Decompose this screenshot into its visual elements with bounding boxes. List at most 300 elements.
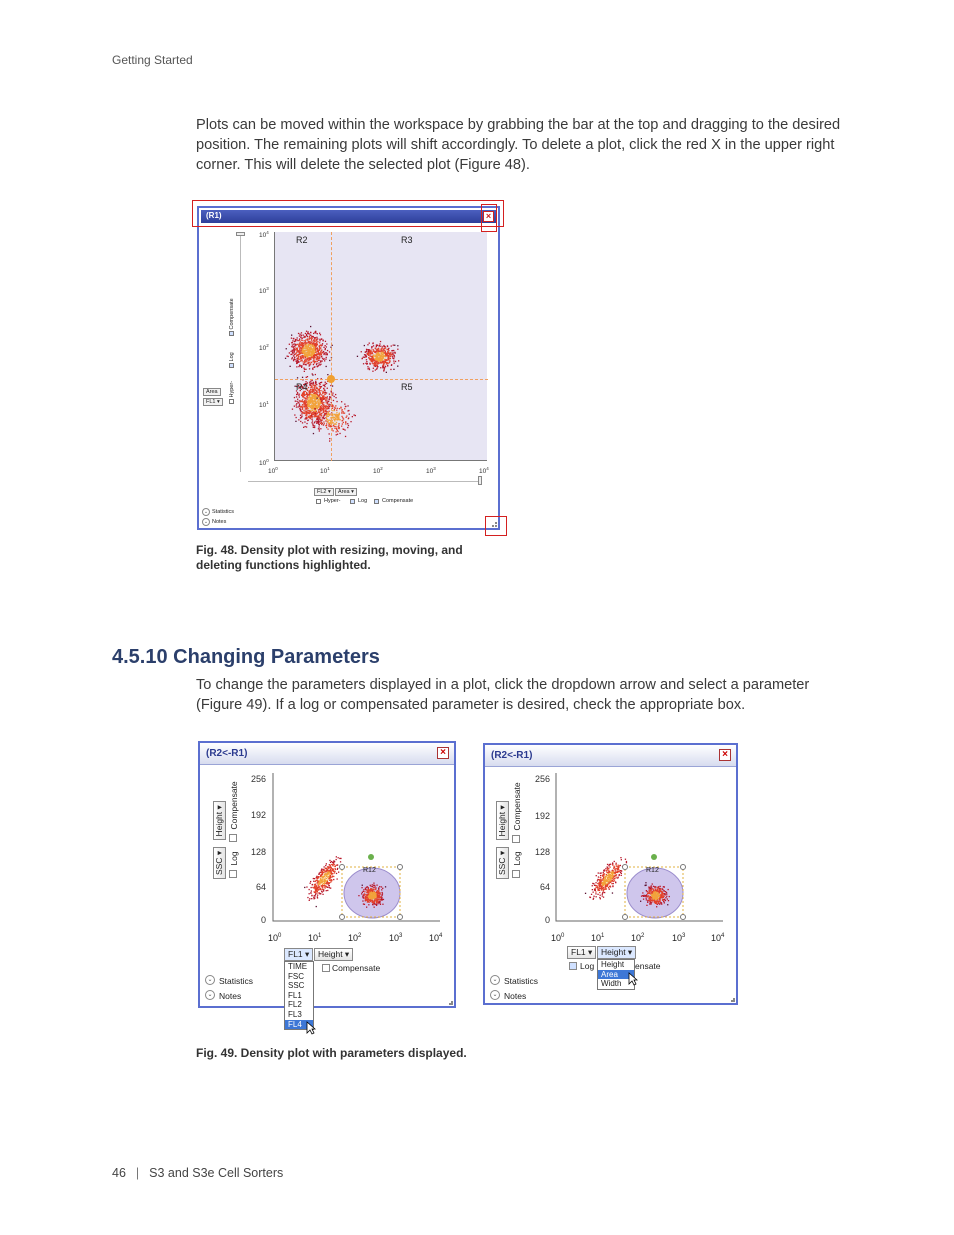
density-point bbox=[600, 875, 601, 876]
menu-item-selected[interactable]: FL4 bbox=[285, 1020, 313, 1030]
density-point bbox=[655, 891, 656, 892]
density-point bbox=[321, 401, 322, 402]
y-param-dropdown[interactable]: SSC ▾ bbox=[496, 847, 509, 879]
density-point bbox=[319, 424, 320, 425]
density-point bbox=[392, 356, 393, 357]
density-point bbox=[297, 392, 298, 393]
density-point bbox=[335, 397, 336, 398]
density-point bbox=[377, 359, 378, 360]
density-point bbox=[307, 359, 308, 360]
density-point bbox=[382, 888, 383, 889]
density-point bbox=[612, 862, 613, 863]
density-point bbox=[611, 873, 612, 874]
density-point bbox=[652, 883, 653, 884]
density-point bbox=[323, 351, 324, 352]
x-param-dropdown[interactable]: FL1 ▾ bbox=[284, 948, 313, 961]
menu-item-selected[interactable]: Area bbox=[598, 970, 634, 980]
statistics-label[interactable]: Statistics bbox=[219, 976, 254, 986]
density-point bbox=[600, 873, 601, 874]
y-log-checkbox[interactable] bbox=[512, 870, 520, 878]
density-point bbox=[370, 350, 371, 351]
density-point bbox=[326, 406, 327, 407]
density-point bbox=[306, 335, 307, 336]
density-point bbox=[377, 361, 378, 362]
density-point bbox=[374, 903, 375, 904]
density-point bbox=[310, 326, 311, 327]
density-point bbox=[324, 418, 325, 419]
density-point bbox=[309, 402, 310, 403]
density-point bbox=[306, 393, 307, 394]
density-point bbox=[327, 414, 328, 415]
density-point bbox=[650, 902, 651, 903]
density-point bbox=[374, 885, 375, 886]
density-point bbox=[371, 347, 372, 348]
density-point bbox=[330, 882, 331, 883]
density-point bbox=[657, 891, 658, 892]
density-point bbox=[319, 405, 320, 406]
density-point bbox=[294, 343, 295, 344]
plot-title-bar[interactable] bbox=[200, 743, 454, 765]
y-param-dropdown[interactable]: SSC ▾ bbox=[213, 847, 226, 879]
density-point bbox=[310, 359, 311, 360]
y-compensate-checkbox[interactable] bbox=[229, 834, 237, 842]
density-point bbox=[286, 348, 287, 349]
density-point bbox=[326, 427, 327, 428]
density-point bbox=[324, 880, 325, 881]
density-point bbox=[301, 416, 302, 417]
density-point bbox=[342, 420, 343, 421]
density-point bbox=[383, 356, 384, 357]
density-point bbox=[369, 900, 370, 901]
density-point bbox=[322, 417, 323, 418]
density-point bbox=[311, 419, 312, 420]
density-point bbox=[296, 396, 297, 397]
hyper-checkbox[interactable] bbox=[229, 399, 234, 404]
density-point bbox=[319, 429, 320, 430]
close-icon[interactable]: × bbox=[483, 211, 494, 222]
density-point bbox=[302, 407, 303, 408]
density-point bbox=[313, 336, 314, 337]
density-point bbox=[320, 334, 321, 335]
density-point bbox=[338, 426, 339, 427]
density-point bbox=[377, 897, 378, 898]
density-point bbox=[373, 342, 374, 343]
density-point bbox=[299, 345, 300, 346]
menu-item[interactable]: TIME bbox=[288, 962, 308, 971]
density-point bbox=[313, 340, 314, 341]
y-axis-slider-track[interactable] bbox=[240, 236, 241, 472]
density-point bbox=[372, 353, 373, 354]
density-point bbox=[347, 405, 348, 406]
notes-toggle-icon[interactable]: ⌄ bbox=[490, 990, 500, 1000]
density-point bbox=[339, 408, 340, 409]
density-point bbox=[385, 362, 386, 363]
density-point bbox=[308, 387, 309, 388]
density-point bbox=[605, 880, 606, 881]
density-point bbox=[382, 358, 383, 359]
density-point bbox=[593, 896, 594, 897]
density-point bbox=[315, 352, 316, 353]
density-scatter[interactable] bbox=[272, 773, 442, 923]
y-area-dropdown[interactable]: Area bbox=[203, 388, 221, 396]
density-point bbox=[377, 890, 378, 891]
density-point bbox=[315, 893, 316, 894]
density-point bbox=[294, 357, 295, 358]
density-point bbox=[329, 885, 330, 886]
density-point bbox=[310, 412, 311, 413]
y-log-checkbox[interactable] bbox=[229, 870, 237, 878]
figure-48-caption: Fig. 48. Density plot with resizing, moving, and deleting functions highlighted. bbox=[196, 543, 463, 572]
density-point bbox=[309, 898, 310, 899]
density-point bbox=[666, 894, 667, 895]
density-point bbox=[320, 413, 321, 414]
plot-title-bar[interactable] bbox=[485, 745, 736, 767]
x-compensate-checkbox[interactable] bbox=[374, 499, 379, 504]
density-point bbox=[315, 888, 316, 889]
density-point bbox=[325, 382, 326, 383]
density-point bbox=[323, 402, 324, 403]
x-type-dropdown[interactable]: Height ▾ bbox=[314, 948, 353, 961]
density-point bbox=[607, 884, 608, 885]
y-compensate-checkbox[interactable] bbox=[512, 835, 520, 843]
menu-item[interactable]: SSC bbox=[288, 981, 305, 991]
density-point bbox=[309, 413, 310, 414]
density-point bbox=[380, 350, 381, 351]
close-icon[interactable]: × bbox=[719, 749, 731, 761]
density-point bbox=[327, 402, 328, 403]
density-point bbox=[317, 419, 318, 420]
resize-grip-icon[interactable] bbox=[449, 1001, 453, 1005]
density-point bbox=[312, 387, 313, 388]
y-axis-slider-handle[interactable] bbox=[236, 232, 245, 236]
density-point bbox=[294, 359, 295, 360]
density-point bbox=[619, 874, 620, 875]
density-point bbox=[651, 887, 652, 888]
cursor-arrow-icon bbox=[306, 1021, 316, 1035]
density-point bbox=[337, 431, 338, 432]
density-point bbox=[347, 427, 348, 428]
density-point bbox=[668, 889, 669, 890]
density-point bbox=[607, 879, 608, 880]
density-point bbox=[345, 406, 346, 407]
density-point bbox=[596, 885, 597, 886]
density-point bbox=[327, 408, 328, 409]
density-point bbox=[613, 873, 614, 874]
density-point bbox=[378, 360, 379, 361]
density-point bbox=[595, 890, 596, 891]
density-point bbox=[610, 886, 611, 887]
density-point bbox=[315, 890, 316, 891]
density-point bbox=[335, 426, 336, 427]
density-point bbox=[314, 392, 315, 393]
density-point bbox=[312, 373, 313, 374]
density-point bbox=[306, 406, 307, 407]
y-log-label: Log bbox=[229, 851, 239, 866]
density-point bbox=[316, 390, 317, 391]
density-point bbox=[661, 895, 662, 896]
density-point bbox=[665, 897, 666, 898]
density-point bbox=[305, 407, 306, 408]
density-point bbox=[591, 894, 592, 895]
menu-item[interactable]: Width bbox=[601, 979, 622, 989]
density-point bbox=[337, 414, 338, 415]
density-point bbox=[310, 881, 311, 882]
density-point bbox=[326, 416, 327, 417]
density-point bbox=[309, 364, 310, 365]
x-param-dropdown[interactable]: FL2 ▾ bbox=[314, 488, 334, 496]
close-icon[interactable]: × bbox=[437, 747, 449, 759]
density-point bbox=[318, 362, 319, 363]
density-point bbox=[305, 411, 306, 412]
density-point bbox=[314, 367, 315, 368]
density-point bbox=[332, 865, 333, 866]
density-point bbox=[324, 885, 325, 886]
density-point bbox=[375, 351, 376, 352]
density-point bbox=[302, 355, 303, 356]
density-point bbox=[649, 887, 650, 888]
density-point bbox=[646, 899, 647, 900]
density-point bbox=[657, 893, 658, 894]
density-point bbox=[312, 357, 313, 358]
density-point bbox=[375, 369, 376, 370]
density-point bbox=[325, 345, 326, 346]
x-axis-slider-track[interactable] bbox=[248, 481, 480, 482]
density-point bbox=[603, 877, 604, 878]
statistics-toggle-icon[interactable]: ⌄ bbox=[205, 975, 215, 985]
parameter-dropdown-menu[interactable] bbox=[284, 961, 314, 1030]
density-point bbox=[323, 399, 324, 400]
density-point bbox=[308, 404, 309, 405]
x-compensate-checkbox[interactable] bbox=[322, 964, 330, 972]
density-point bbox=[309, 893, 310, 894]
density-point bbox=[332, 385, 333, 386]
density-point bbox=[388, 348, 389, 349]
density-point bbox=[379, 345, 380, 346]
density-point bbox=[372, 355, 373, 356]
density-point bbox=[659, 899, 660, 900]
x-type-dropdown[interactable]: Height ▾ bbox=[597, 946, 636, 959]
density-point bbox=[290, 366, 291, 367]
density-point bbox=[311, 890, 312, 891]
density-point bbox=[314, 886, 315, 887]
x-hyper-checkbox[interactable] bbox=[316, 499, 321, 504]
density-point bbox=[296, 406, 297, 407]
running-head: Getting Started bbox=[112, 53, 193, 67]
density-point bbox=[325, 871, 326, 872]
density-point bbox=[651, 894, 652, 895]
density-point bbox=[293, 359, 294, 360]
log-checkbox[interactable] bbox=[229, 363, 234, 368]
density-point bbox=[316, 401, 317, 402]
density-point bbox=[296, 361, 297, 362]
density-point bbox=[296, 403, 297, 404]
density-point bbox=[657, 887, 658, 888]
density-point bbox=[369, 359, 370, 360]
gate-handle[interactable] bbox=[327, 375, 335, 383]
density-point bbox=[296, 353, 297, 354]
density-point bbox=[652, 891, 653, 892]
x-axis-slider-handle[interactable] bbox=[478, 476, 482, 485]
density-point bbox=[599, 888, 600, 889]
density-point bbox=[652, 898, 653, 899]
density-point bbox=[307, 351, 308, 352]
density-point bbox=[304, 405, 305, 406]
density-point bbox=[340, 861, 341, 862]
density-point bbox=[370, 364, 371, 365]
density-point bbox=[366, 890, 367, 891]
density-point bbox=[652, 892, 653, 893]
density-point bbox=[325, 393, 326, 394]
density-point bbox=[322, 360, 323, 361]
density-point bbox=[317, 356, 318, 357]
density-point bbox=[299, 404, 300, 405]
density-point bbox=[304, 336, 305, 337]
density-point bbox=[651, 900, 652, 901]
density-point bbox=[292, 350, 293, 351]
density-point bbox=[327, 429, 328, 430]
density-point bbox=[325, 400, 326, 401]
density-point bbox=[387, 352, 388, 353]
density-point bbox=[306, 331, 307, 332]
density-point bbox=[319, 340, 320, 341]
density-point bbox=[328, 420, 329, 421]
density-point bbox=[388, 350, 389, 351]
density-point bbox=[300, 421, 301, 422]
density-point bbox=[618, 877, 619, 878]
density-point bbox=[590, 897, 591, 898]
density-point bbox=[376, 900, 377, 901]
density-point bbox=[315, 395, 316, 396]
density-point bbox=[312, 423, 313, 424]
density-point bbox=[307, 355, 308, 356]
density-point bbox=[382, 347, 383, 348]
density-point bbox=[368, 354, 369, 355]
density-point bbox=[613, 879, 614, 880]
density-point bbox=[324, 406, 325, 407]
x-log-checkbox[interactable] bbox=[350, 499, 355, 504]
x-area-dropdown[interactable]: Area ▾ bbox=[335, 488, 357, 496]
density-point bbox=[318, 426, 319, 427]
density-point bbox=[300, 415, 301, 416]
menu-item[interactable]: FL1 bbox=[288, 990, 302, 1000]
density-point bbox=[373, 363, 374, 364]
density-point bbox=[314, 891, 315, 892]
density-point bbox=[620, 872, 621, 873]
density-point bbox=[599, 886, 600, 887]
density-point bbox=[614, 861, 615, 862]
density-point bbox=[348, 410, 349, 411]
density-point bbox=[647, 891, 648, 892]
density-point bbox=[382, 361, 383, 362]
density-point bbox=[380, 341, 381, 342]
density-point bbox=[304, 355, 305, 356]
statistics-label[interactable]: Statistics bbox=[212, 509, 235, 515]
density-point bbox=[318, 402, 319, 403]
density-point bbox=[649, 888, 650, 889]
gate-horizontal-line[interactable] bbox=[275, 379, 488, 380]
y-type-dropdown[interactable]: Height ▾ bbox=[213, 801, 226, 840]
compensate-checkbox[interactable] bbox=[229, 331, 234, 336]
density-point bbox=[304, 369, 305, 370]
density-point bbox=[296, 404, 297, 405]
density-point bbox=[596, 887, 597, 888]
density-point bbox=[609, 867, 610, 868]
density-point bbox=[296, 356, 297, 357]
y-param-dropdown[interactable]: FL1 ▾ bbox=[203, 398, 223, 406]
density-point bbox=[309, 889, 310, 890]
density-point bbox=[294, 349, 295, 350]
density-point bbox=[309, 348, 310, 349]
density-point bbox=[304, 395, 305, 396]
density-point bbox=[378, 363, 379, 364]
density-point bbox=[295, 347, 296, 348]
menu-item[interactable]: FL3 bbox=[288, 1009, 302, 1019]
density-point bbox=[318, 397, 319, 398]
menu-item[interactable]: FL2 bbox=[288, 1000, 302, 1010]
density-point bbox=[325, 354, 326, 355]
density-point bbox=[666, 896, 667, 897]
density-point bbox=[289, 344, 290, 345]
x-log-checkbox[interactable] bbox=[569, 962, 577, 970]
density-point bbox=[602, 887, 603, 888]
menu-item[interactable]: FSC bbox=[288, 971, 304, 981]
density-point bbox=[321, 350, 322, 351]
density-point bbox=[655, 897, 656, 898]
density-point bbox=[311, 383, 312, 384]
density-point bbox=[373, 356, 374, 357]
notes-toggle-icon[interactable]: ⌄ bbox=[203, 519, 209, 525]
statistics-toggle-icon[interactable]: ⌄ bbox=[203, 509, 209, 515]
resize-handle bbox=[340, 915, 345, 920]
density-point bbox=[316, 876, 317, 877]
gate-vertical-line[interactable] bbox=[331, 232, 332, 461]
density-point bbox=[615, 872, 616, 873]
statistics-toggle-icon[interactable]: ⌄ bbox=[490, 975, 500, 985]
statistics-label[interactable]: Statistics bbox=[504, 976, 539, 986]
density-scatter[interactable] bbox=[555, 773, 725, 923]
density-point bbox=[365, 899, 366, 900]
page-footer: 46 | S3 and S3e Cell Sorters bbox=[112, 1166, 284, 1180]
resize-grip-icon[interactable] bbox=[731, 998, 735, 1002]
density-point bbox=[668, 900, 669, 901]
density-point bbox=[302, 377, 303, 378]
y-type-dropdown[interactable]: Height ▾ bbox=[496, 801, 509, 840]
density-point bbox=[304, 887, 305, 888]
density-point bbox=[344, 408, 345, 409]
density-point bbox=[293, 360, 294, 361]
density-point bbox=[605, 885, 606, 886]
density-point bbox=[323, 410, 324, 411]
density-plot-area[interactable] bbox=[274, 232, 487, 461]
density-point bbox=[379, 351, 380, 352]
density-point bbox=[371, 359, 372, 360]
density-point bbox=[334, 396, 335, 397]
density-point bbox=[329, 413, 330, 414]
menu-item[interactable]: Height bbox=[601, 960, 625, 969]
density-point bbox=[348, 418, 349, 419]
density-point bbox=[371, 360, 372, 361]
x-param-dropdown[interactable]: FL1 ▾ bbox=[567, 946, 596, 959]
density-point bbox=[363, 894, 364, 895]
density-point bbox=[332, 418, 333, 419]
density-point bbox=[608, 876, 609, 877]
density-point bbox=[345, 436, 346, 437]
notes-toggle-icon[interactable]: ⌄ bbox=[205, 990, 215, 1000]
x-log-label: Log bbox=[358, 498, 368, 504]
density-point bbox=[393, 358, 394, 359]
y-compensate-label: Compensate bbox=[512, 782, 522, 831]
density-point bbox=[607, 875, 608, 876]
